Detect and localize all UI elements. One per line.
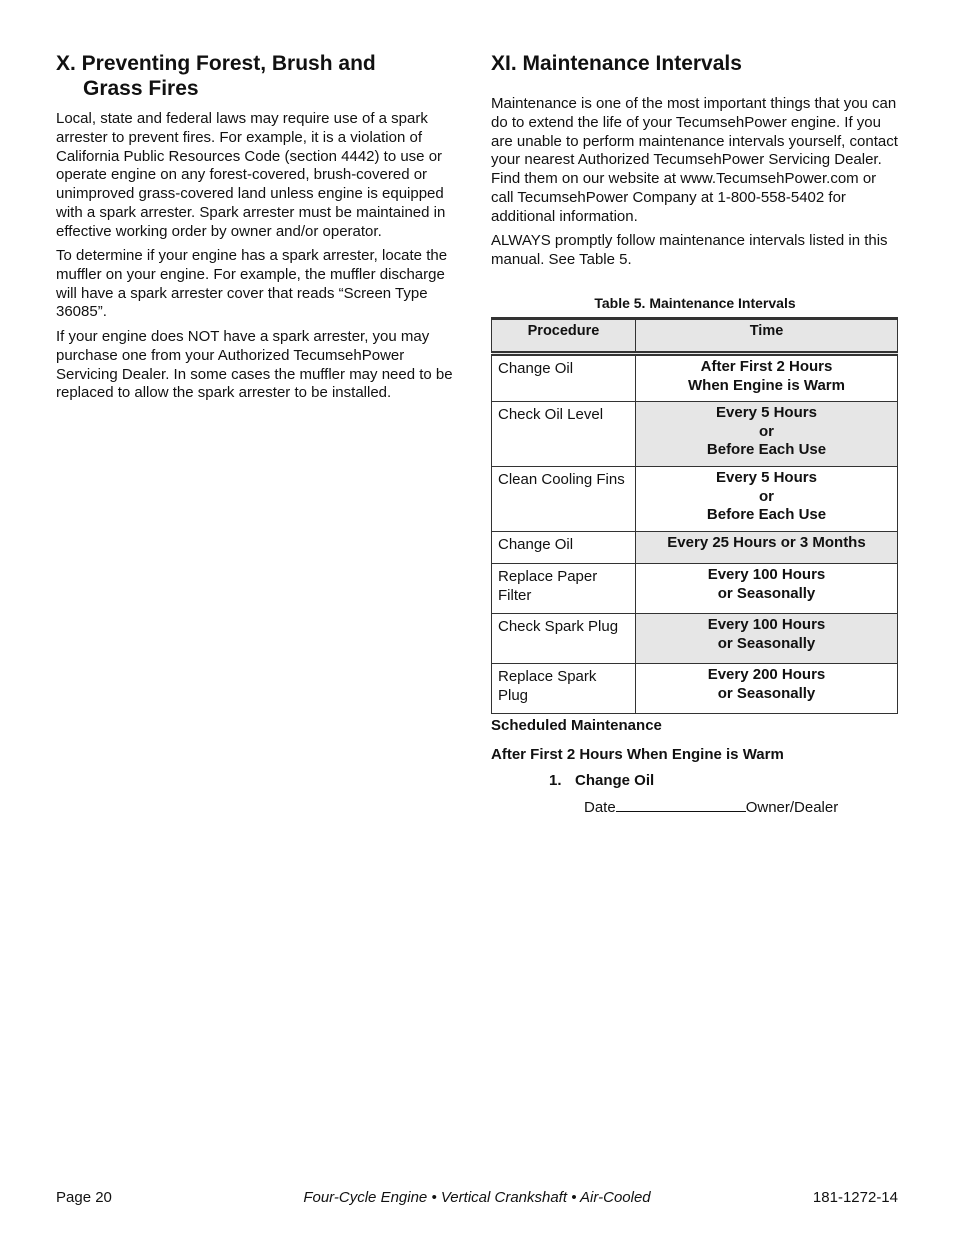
- table-caption: Table 5. Maintenance Intervals: [594, 295, 796, 311]
- time-line: or: [759, 487, 774, 505]
- time-line: or Seasonally: [717, 634, 816, 652]
- time-line: Before Each Use: [706, 441, 827, 459]
- time-line: or Seasonally: [717, 684, 816, 702]
- table-row: [492, 402, 898, 467]
- procedure-cell: Change Oil: [492, 354, 636, 402]
- step-label: Change Oil: [575, 772, 655, 789]
- date-blank-line: [616, 797, 746, 812]
- step-number: 1.: [549, 772, 562, 789]
- time-cell: [636, 532, 898, 564]
- procedure-cell: Check Spark Plug: [492, 614, 636, 664]
- time-line: Every 100 Hours: [707, 616, 826, 633]
- time-line: or Seasonally: [717, 584, 816, 602]
- header-procedure: Procedure: [492, 319, 636, 354]
- time-line: Every 5 Hours: [716, 469, 817, 486]
- procedure-cell: Change Oil: [492, 532, 636, 564]
- time-cell: [636, 402, 898, 467]
- time-line: Before Each Use: [706, 506, 827, 524]
- paragraph-spark-laws: Local, state and federal laws may require use of a spark arrester to prevent fires. For example, it is a violation of California Public Resources Code (section 4442) to use or operate engine on any forest-covered, brush-covered or unimproved grass-covered land unless engine is equipped with a spark arrester. Spark arrester must be maintained in effective working order by owner and/or operator.: [56, 110, 446, 240]
- procedure-cell: Check Oil Level: [492, 402, 636, 467]
- table-row: [492, 614, 898, 664]
- time-cell: [636, 664, 898, 714]
- time-line: After First 2 Hours: [700, 358, 833, 375]
- step-change-oil: [549, 772, 654, 789]
- section-heading-fires: [56, 51, 462, 101]
- table-header-row: [492, 319, 898, 354]
- time-cell: [636, 564, 898, 614]
- maintenance-table: [491, 317, 898, 714]
- procedure-cell: Clean Cooling Fins: [492, 467, 636, 532]
- time-line: or: [759, 422, 774, 440]
- footer-doc-number: 181-1272-14: [812, 1189, 898, 1206]
- footer-title: Four-Cycle Engine • Vertical Crankshaft • Air-Cooled: [303, 1189, 651, 1206]
- table-row: [492, 532, 898, 564]
- paragraph-maintenance-intro: Maintenance is one of the most important things that you can do to extend the life of your TecumsehPower engine. If you are unable to perform maintenance intervals yourself, contact your nearest Authorized TecumsehPower Servicing Dealer. Find them on our website at www.TecumsehPower.com or call TecumsehPower Company at 1-800-558-5402 for additional information.: [491, 95, 898, 225]
- date-label: Date: [584, 799, 616, 816]
- scheduled-maintenance-label: Scheduled Maintenance: [491, 717, 662, 734]
- table-row: [492, 664, 898, 714]
- paragraph-determine-arrester: To determine if your engine has a spark arrester, locate the muffler on your engine. For example, the muffler discharge will have a spark arrester cover that reads “Screen Type 36085”.: [56, 247, 448, 321]
- table-row: [492, 564, 898, 614]
- time-line: When Engine is Warm: [688, 376, 845, 394]
- time-cell: [636, 467, 898, 532]
- footer-page-number: Page 20: [56, 1189, 112, 1206]
- time-cell: [636, 354, 898, 402]
- section-heading-maintenance: XI. Maintenance Intervals: [491, 52, 742, 75]
- time-line: Every 5 Hours: [716, 404, 817, 421]
- procedure-cell: Replace Paper Filter: [492, 564, 636, 614]
- owner-dealer-label: Owner/Dealer: [745, 799, 839, 816]
- time-line: Every 200 Hours: [707, 666, 826, 683]
- date-owner-line: [584, 797, 838, 816]
- header-time: Time: [636, 319, 898, 354]
- time-line: Every 25 Hours or 3 Months: [667, 534, 866, 551]
- paragraph-purchase-arrester: If your engine does NOT have a spark arrester, you may purchase one from your Authorized TecumsehPower Servicing Dealer. In some cases the muffler may need to be replaced to allow the spark arrester to be installed.: [56, 328, 453, 402]
- table-row: [492, 354, 898, 402]
- heading-line-2: Grass Fires: [83, 77, 199, 100]
- after-first-hours-label: After First 2 Hours When Engine is Warm: [491, 746, 784, 763]
- paragraph-always-follow: ALWAYS promptly follow maintenance intervals listed in this manual. See Table 5.: [491, 232, 888, 268]
- time-cell: [636, 614, 898, 664]
- procedure-cell: Replace Spark Plug: [492, 664, 636, 714]
- time-line: Every 100 Hours: [707, 566, 826, 583]
- heading-line-1: X. Preventing Forest, Brush and: [56, 52, 376, 75]
- table-row: [492, 467, 898, 532]
